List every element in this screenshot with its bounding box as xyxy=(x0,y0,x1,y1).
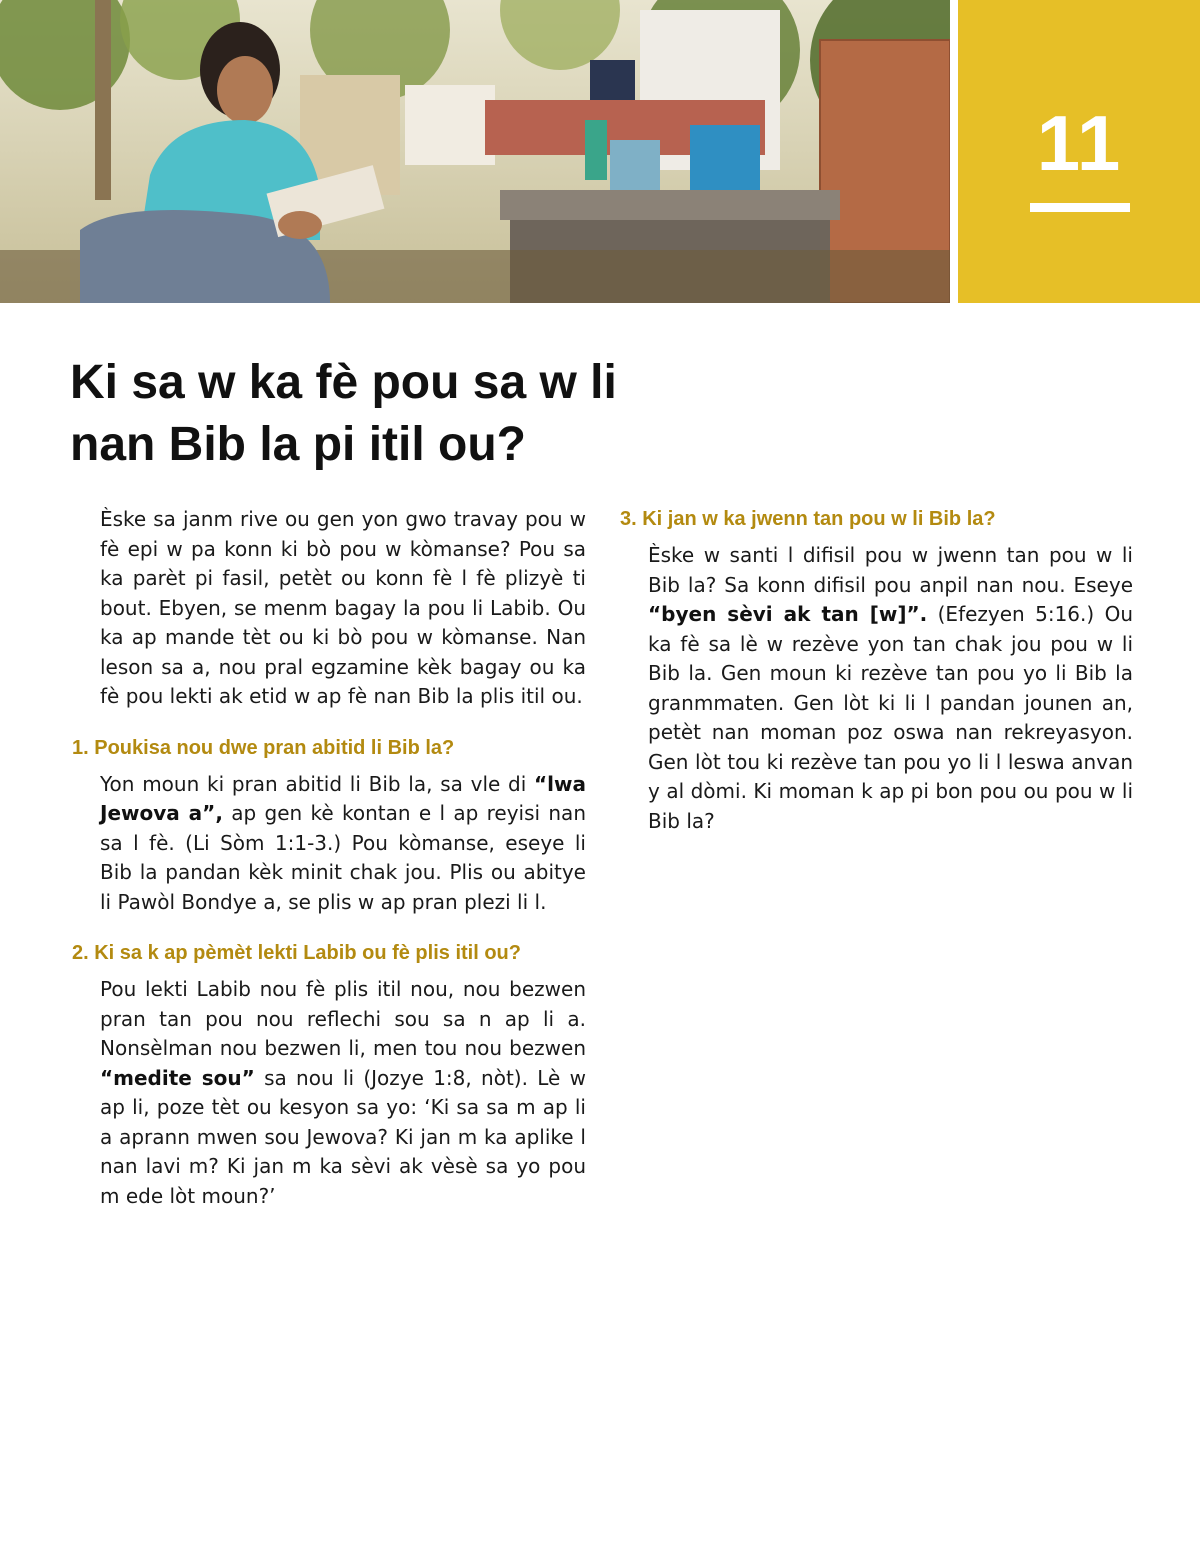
title-line-2: nan Bib la pi itil ou? xyxy=(70,418,526,471)
answer-2-emphasis: “medite sou” xyxy=(100,1065,255,1090)
left-column xyxy=(72,505,586,1211)
answer-1-text-a: Yon moun ki pran abitid li Bib la, sa vle di xyxy=(100,771,535,796)
lesson-number-badge xyxy=(958,0,1200,303)
woman-reading-bible-illustration xyxy=(0,0,950,303)
question-2-heading: 2. Ki sa k ap pèmèt lekti Labib ou fè plis itil ou? xyxy=(72,942,521,964)
right-column xyxy=(620,505,1133,836)
page-title xyxy=(70,352,830,476)
answer-2-paragraph xyxy=(72,975,586,1211)
answer-2-text-a: Pou lekti Labib nou fè plis itil nou, nou bezwen pran tan pou nou reflechi sou sa n ap li a. Nonsèlman nou bezwen li, men tou nou bezwen xyxy=(100,977,586,1060)
answer-3-text-b: (Efezyen 5:16.) Ou ka fè sa lè w rezève yon tan chak jou pou w li Bib la. Gen moun ki rezève tan pou yo li Bib la granmmaten. Gen lòt ki li l pandan jounen an, petèt nan moman poz oswa nan rekreyasyon. Gen lòt tou ki rezève tan pou yo li l leswa anvan y al dòmi. Ki moman k ap pi bon pou ou pou w li Bib la? xyxy=(648,602,1133,833)
answer-3-emphasis: “byen sèvi ak tan [w]”. xyxy=(648,602,928,626)
lesson-number: 11 xyxy=(1036,99,1122,187)
intro-paragraph: Èske sa janm rive ou gen yon gwo travay pou w fè epi w pa konn ki bò pou w kòmanse? Pou sa ka parèt pi fasil, petèt ou konn fè l fè plizyè ti bout. Ebyen, se menm bagay la pou li Labib. Ou ka ap mande tèt ou ki bò pou w kòmanse. Nan leson sa a, nou pral egzamine kèk bagay ou ka fè pou lekti ak etid w ap fè nan Bib la plis itil ou. xyxy=(100,507,586,708)
answer-1-text-b: ap gen kè kontan e l ap reyisi nan sa l fè. (Li Sòm 1:1-3.) Pou kòmanse, eseye li Bib la pandan kèk minit chak jou. Plis ou abitye li Pawòl Bondye a, se plis w ap pran plezi li l. xyxy=(100,801,586,914)
answer-2-text-b: sa nou li (Jozye 1:8, nòt). Lè w ap li, poze tèt ou kesyon sa yo: ‘Ki sa sa m ap li a aprann mwen sou Jewova? Ki jan m ka aplike l nan lavi m? Ki jan m ka sèvi ak vèsè sa yo pou m ede lòt moun?’ xyxy=(100,1065,586,1208)
answer-1-emphasis: “lwa Jewova a”, xyxy=(100,771,586,825)
answer-3-text-a: Èske w santi l difisil pou w jwenn tan pou w li Bib la? Sa konn difisil pou anpil nan nou. Eseye xyxy=(648,543,1133,597)
answer-3-paragraph xyxy=(620,541,1133,836)
question-1-heading: 1. Poukisa nou dwe pran abitid li Bib la? xyxy=(72,736,455,759)
question-3-heading: 3. Ki jan w ka jwenn tan pou w li Bib la? xyxy=(620,508,996,530)
answer-1-paragraph xyxy=(72,770,586,918)
title-line-1: Ki sa w ka fè pou sa w li xyxy=(70,356,617,409)
lesson-number-underline xyxy=(1030,203,1130,212)
hero-photo xyxy=(0,0,950,303)
